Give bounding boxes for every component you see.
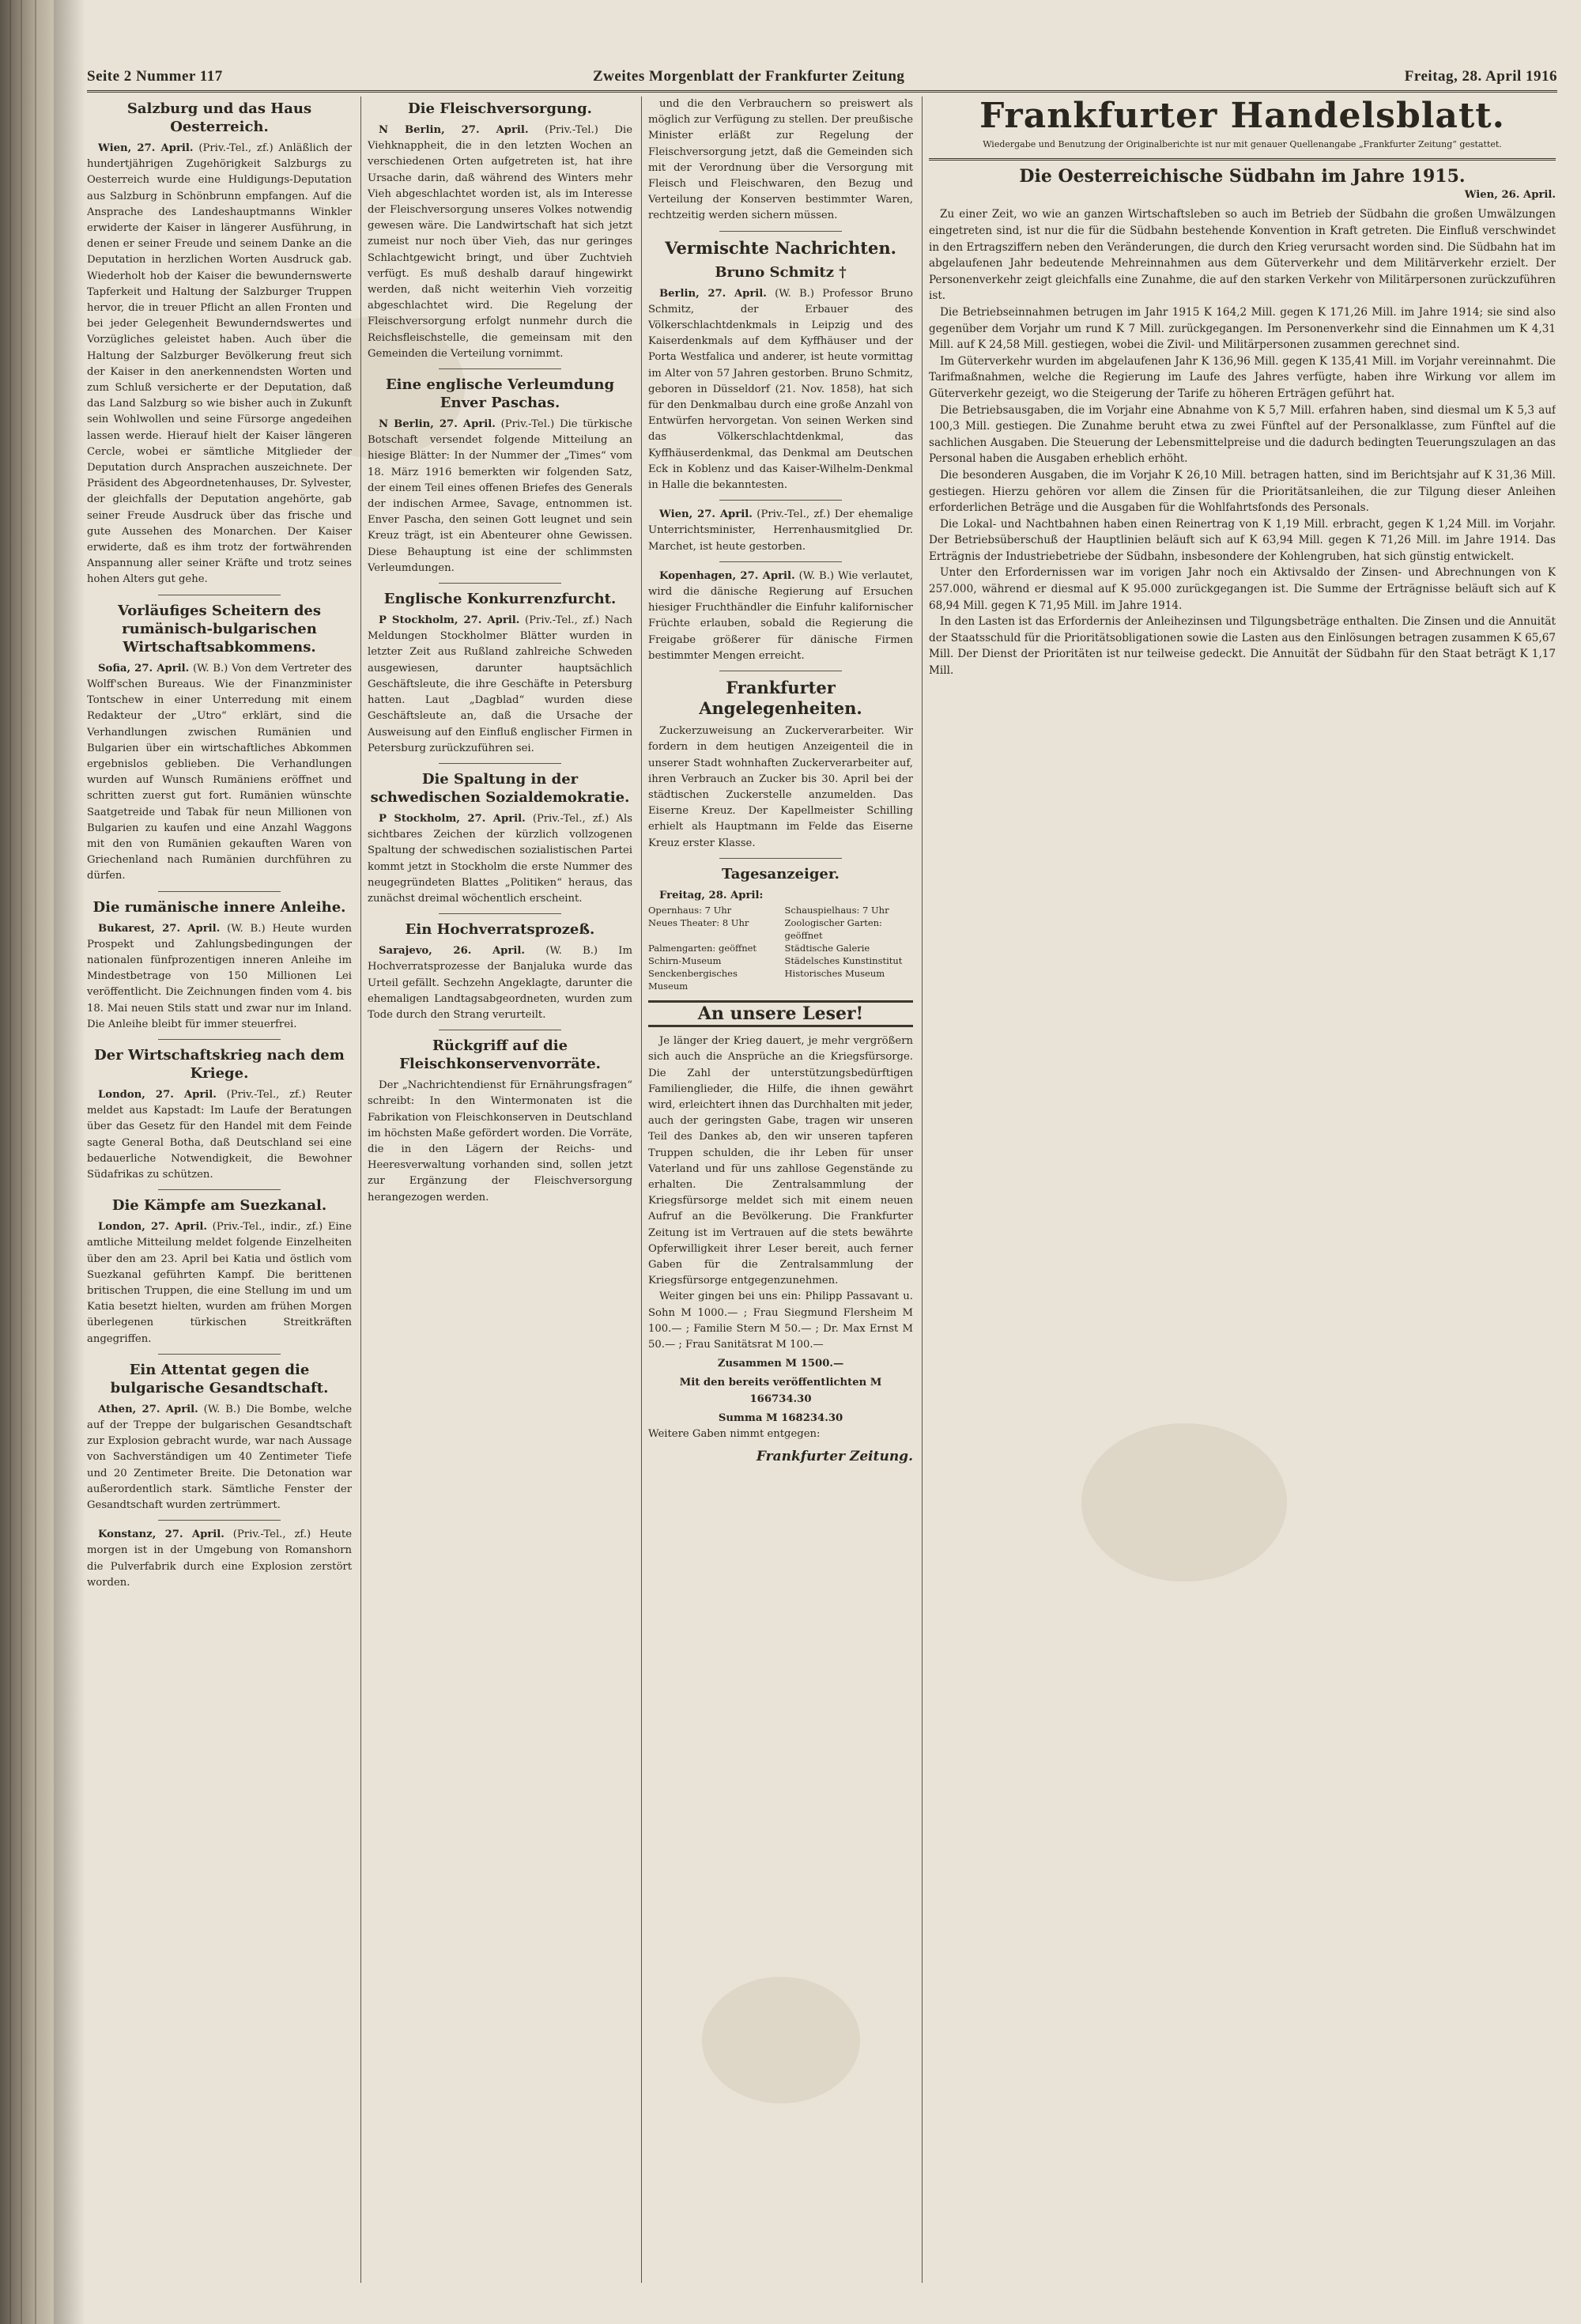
appeal-subtotal [648, 1356, 913, 1372]
lead-article-paragraph: Die Betriebsausgaben, die im Vorjahr eine Abnahme von K 5,7 Mill. erfahren haben, sind diesmal um K 5,3 auf 100,3 Mill. gestiegen. Die Zunahme beruht etwa zu zwei Fünftel auf der Personalklasse, zum Fünftel auf die sachlichen Ausgaben. Die Steuerung der Lebensmittelpreise und die dadurch bedingten Teuerungszulagen an das Personal haben die Ausgaben erheblich erhöht. [929, 403, 1556, 466]
article-title: Englische Konkurrenzfurcht. [383, 591, 617, 608]
article-title: Ein Attentat gegen die bulgarische Gesandtschaft. [110, 1361, 329, 1396]
article [648, 238, 913, 494]
article-body [87, 141, 352, 588]
article-title: Die Spaltung in der schwedischen Sozialdemokratie. [370, 770, 630, 806]
appeal-donors: Weiter gingen bei uns ein: Philipp Passavant u. Sohn M 1000.— ; Frau Siegmund Flersheim M 100.— ; Familie Stern M 50.— ; Dr. Max Ernst M 50.— ; Frau Sanitätsrat M 100.— [648, 1290, 913, 1351]
lead-article-paragraph: Im Güterverkehr wurden im abgelaufenen Jahr K 136,96 Mill. gegen K 135,41 Mill. im Vorjahr vereinnahmt. Die Tarifmaßnahmen, welche die Regierung im Laufe des Jahres verfügte, haben ihre Wirkung vor allem im Güterverkehr gezeigt, wo die Steigerung der Tarife zu höheren Erträgen geführt hat. [929, 354, 1556, 400]
article-body [87, 1087, 352, 1183]
article [368, 590, 632, 757]
article-separator [719, 858, 841, 859]
lead-article-paragraph: In den Lasten ist das Erfordernis der Anleihezinsen und Tilgungsbeträge enthalten. Die Zinsen und die Annuität der Staatsschuld für die Prioritätsobligationen sowie die Lasten aus den Einlösungen betragen zusammen K 65,67 Mill. Der Dienst der Prioritäten ist nur teilweise gedeckt. Die Annuität der Südbahn für den Staat beträgt K 1,17 Mill. [929, 615, 1556, 678]
article [87, 1046, 352, 1183]
article-dateline: Sarajevo, 26. April. [379, 945, 525, 958]
column-3 [648, 96, 913, 2283]
article-source: (Priv.-Tel.) [500, 418, 555, 431]
tagesanzeiger-item: Schirn-Museum [648, 954, 722, 966]
article-text: Anläßlich der hundertjährigen Zugehörigkeit Salzburgs zu Oesterreich wurde eine Huldigungs-Deputation aus Salzburg in Schönbrunn empfangen. Auf die Ansprache des Landeshauptmanns Winkler erwiderte der Kaiser in längerer Ausführung, in denen er seiner Freude und seinem Danke an die Deputation in herzlichen Worten Ausdruck gab. Wiederholt hob der Kaiser die bewundernswerte Tapferkeit und Haltung der Salzburger Truppen hervor, die in treuer Pflicht an allen Fronten und bei jeder Gelegenheit Bewunderndswertes und Vorzügliches geleistet haben. Auch über die Haltung der Salzburger Bevölkerung freut sich der Kaiser in den anerkennendsten Worten und zum Schluß versicherte er der Deputation, daß das Land Salzburg so wie bisher auch in Zukunft sein Wohlwollen und seine Fürsorge angedeihen lassen werde. Hierauf hielt der Kaiser längeren Cercle, wobei er sämtliche Mitglieder der Deputation durch Ansprachen auszeichnete. Der Präsident des Abgeordnetenhauses, Dr. Sylvester, der gleichfalls der Deputation angehörte, gab seiner Freude Ausdruck über das frische und gute Aussehen des Monarchen. Der Kaiser erwiderte, daß es ihm trotz der fortwährenden Anspannung aller seiner Kräfte und trotz seines hohen Alters gut gehe. [87, 142, 352, 586]
lead-article-dateline: Wien, 26. April. [1464, 189, 1556, 202]
article-text: Nach Meldungen Stockholmer Blätter wurden in letzter Zeit aus Rußland zahlreiche Schweden ausgewiesen, darunter hauptsächlich Geschäftsleute, die ihre Geschäfte in Petersburg hatten. Laut „Dagblad“ wurden diese Geschäftsleute an, daß die Ursache der Ausweisung auf den Einfluß englischer Firmen in Petersburg zurückzuführen sei. [368, 614, 632, 754]
column-1 [87, 96, 352, 2283]
article-dateline: Kopenhagen, 27. April. [659, 569, 795, 582]
article-dateline: London, 27. April. [98, 1221, 207, 1234]
article-text: Die türkische Botschaft versendet folgende Mitteilung an hiesige Blätter: In der Nummer der „Times“ vom 18. März 1916 bemerkten wir folgenden Satz, der einem Teil eines offenen Briefes des Generals der indischen Armee, Savage, entnommen ist. Enver Pascha, den seinen Gott leugnet und sein Kreuz trägt, ist ein Abenteurer ohne Gewissen. Diese Behauptung ist eine der schlimmsten Verleumdungen. [368, 418, 632, 574]
article-title: Frankfurter Angelegenheiten. [699, 678, 862, 719]
appeal-signature: Frankfurter Zeitung. [756, 1449, 913, 1465]
article-separator [719, 561, 841, 562]
column-rule [641, 96, 642, 2283]
article [648, 507, 913, 555]
article-separator [158, 1039, 280, 1040]
article [87, 898, 352, 1033]
article-dateline: London, 27. April. [98, 1088, 217, 1101]
article-source: (W. B.) [775, 287, 814, 300]
running-header [87, 63, 1557, 93]
tagesanzeiger-item: Städtische Galerie [784, 942, 870, 954]
article-source: (Priv.-Tel., zf.) [226, 1088, 306, 1101]
article-source: (Priv.-Tel., zf.) [757, 508, 831, 521]
article-text: Im Hochverratsprozesse der Banjaluka wurde das Urteil gefällt. Sechzehn Angeklagte, darunter die ehemaligen Landtagsabgeordneten, wurden zum Tode durch den Strang verurteilt. [368, 945, 632, 1021]
page-number: Seite 2 Nummer 117 [87, 68, 223, 85]
article-text: Heute morgen ist in der Umgebung von Romanshorn die Pulverfabrik durch eine Explosion zerstört worden. [87, 1529, 352, 1589]
article [87, 602, 352, 885]
article-dateline: Wien, 27. April. [659, 508, 753, 521]
lead-article-paragraph: Unter den Erfordernissen war im vorigen Jahr noch ein Aktivsaldo der Zinsen- und Abrechnungen von K 257.000, während er diesmal auf K 95.000 zurückgegangen ist. Die Summe der Erträgnisse beläuft sich auf K 68,94 Mill. gegen K 71,95 Mill. im Jahre 1914. [929, 566, 1556, 612]
article-body [87, 1219, 352, 1347]
article-title: Eine englische Verleumdung Enver Paschas. [385, 376, 615, 412]
article-body [87, 661, 352, 885]
article-body [648, 724, 913, 852]
lead-article-paragraph: Die besonderen Ausgaben, die im Vorjahr K 26,10 Mill. betragen hatten, sind im Berichtsjahr auf K 31,36 Mill. gestiegen. Hierzu gehören vor allem die Zinsen für die Prioritätsanleihen, die zur Tilgung dieser Anleihen erforderlichen Beträge und die Ausgaben für die Wohlfahrtsfonds des Personals. [929, 468, 1556, 515]
article-text: Zuckerzuweisung an Zuckerverarbeiter. Wir fordern in dem heutigen Anzeigenteil die in unserer Stadt wohnhaften Zuckerverarbeiter auf, ihren Verbrauch an Zucker bis 30. April bei der städtischen Zuckerstelle anzumelden. Das Eiserne Kreuz. Der Kapellmeister Schilling erhielt als Hauptmann im Felde das Eiserne Kreuz erster Klasse. [648, 725, 913, 849]
article-text: Als sichtbares Zeichen der kürzlich vollzogenen Spaltung der schwedischen sozialistischen Partei kommt jetzt in Stockholm die erste Nummer des neugegründeten Blattes „Politiken“ heraus, das zunächst dreimal wöchentlich erscheint. [368, 812, 632, 905]
column-2 [368, 96, 632, 2283]
article-dateline: Freitag, 28. April: [659, 889, 764, 901]
article-separator [439, 913, 560, 914]
article-subtitle: Bruno Schmitz † [715, 263, 847, 281]
lead-article-paragraph: Die Betriebseinnahmen betrugen im Jahr 1915 K 164,2 Mill. gegen K 171,26 Mill. im Jahre 1914; sie sind also gegenüber dem Vorjahr um rund K 7 Mill. zurückgegangen. Im Personenverkehr sind die Einnahmen um K 4,31 Mill. auf K 24,58 Mill. gestiegen, wobei die Zivil- und Militärpersonen zusammen gerechnet sind. [929, 305, 1556, 352]
tagesanzeiger-item: Zoologischer Garten: geöffnet [784, 916, 882, 941]
article-body [368, 123, 632, 362]
tagesanzeiger-item: Palmengarten: geöffnet [648, 942, 757, 954]
book-binding [0, 0, 54, 2324]
issue-date: Freitag, 28. April 1916 [1404, 68, 1557, 85]
newspaper-edition-title: Zweites Morgenblatt der Frankfurter Zeitung [593, 68, 905, 85]
article-body [368, 417, 632, 576]
article-source: (Priv.-Tel.) [545, 124, 598, 136]
article-body [648, 286, 913, 494]
article-source: (Priv.-Tel., zf.) [525, 614, 600, 627]
article [87, 1196, 352, 1347]
article [648, 865, 913, 904]
article-source: (W. B.) [227, 922, 266, 935]
article-text: Wie verlautet, wird die dänische Regierung auf Ersuchen hiesiger Fruchthändler die Einfuhr kalifornischer Früchte erlauben, sobald die Regierung die Freigabe größerer für dänische Firmen bestimmter Mengen erreicht. [648, 569, 913, 662]
subtotal-label: Zusammen [717, 1358, 782, 1370]
column-rule [360, 96, 361, 2283]
previous-label: Mit den bereits veröffentlichten [679, 1377, 867, 1389]
article-text: Reuter meldet aus Kapstadt: Im Laufe der Beratungen über das Gesetz für den Handel mit dem Feinde sagte General Botha, daß Deutschland sei eine bedauerliche Notwendigkeit, die Bewohner Südafrikas zu schützen. [87, 1088, 352, 1181]
lead-article-title: Die Oesterreichische Südbahn im Jahre 1915. [1019, 166, 1466, 187]
article-text: Der „Nachrichtendienst für Ernährungsfragen“ schreibt: In den Wintermonaten ist die Fabrikation von Fleischkonserven in Deutschland im höchsten Maße gefördert worden. Die Vorräte, die in den Lägern der Reichs- und Heeresverwaltung vorhanden sind, sollen jetzt zur Ergänzung der Fleischversorgung herangezogen werden. [368, 1079, 632, 1204]
article-text: Von dem Vertreter des Wolff'schen Bureaus. Wie der Finanzminister Tontschew in einer Unterredung mit einem Redakteur der „Utro“ erklärt, sind die Verhandlungen zwischen Rumänien und Bulgarien über ein wirtschaftliches Abkommen ergebnislos geblieben. Die Verhandlungen wurden auf Wunsch Rumäniens eröffnet und schritten zuerst gut fort. Rumänien wünschte Saatgetreide und Tabak für neun Millionen von Bulgarien zu kaufen und eine Anzahl Waggons mit den von Rumänien gekauften Waren von Griechenland nach Rumänien durchführen zu dürfen. [87, 662, 352, 882]
article-source: (W. B.) [203, 1403, 241, 1415]
appeal-text: Je länger der Krieg dauert, je mehr vergrößern sich auch die Ansprüche an die Kriegsfürsorge. Die Zahl der unterstützungsbedürftigen Familienglieder, die Hilfe, die ihnen gewährt wird, erleichtert ihnen das Durchhalten mit jeder, auch der geringsten Gabe, tragen wir unseren Teil des Dankes ab, den wir unseren tapferen Truppen schulden, die ihr Leben für unser Vaterland und für uns zahllose Gegenstände zu erhalten. Die Zentralsammlung der Kriegsfürsorge meldet sich mit einem neuen Aufruf an die Bevölkerung. Die Frankfurter Zeitung ist im Vertrauen auf die stets bewährte Opferwilligkeit ihrer Leser bereit, auch ferner Gaben für die Zentralsammlung der Kriegsfürsorge entgegenzunehmen. [648, 1035, 913, 1287]
article [87, 100, 352, 588]
newspaper-page [54, 0, 1581, 2324]
article-dateline: N Berlin, 27. April. [379, 124, 529, 136]
article-body [368, 613, 632, 757]
article-body [368, 943, 632, 1023]
article-title: Vorläufiges Scheitern des rumänisch-bulgarischen Wirtschaftsabkommens. [117, 602, 322, 656]
tagesanzeiger-item: Senckenbergisches Museum [648, 967, 738, 992]
article-body [648, 569, 913, 664]
article [368, 376, 632, 576]
article-dateline: N Berlin, 27. April. [379, 418, 496, 431]
article-source: (Priv.-Tel., indir., zf.) [212, 1221, 323, 1234]
article-body [648, 96, 913, 225]
handelsblatt-masthead: Frankfurter Handelsblatt. [979, 96, 1505, 136]
article-source: (W. B.) [192, 662, 228, 675]
article [368, 100, 632, 362]
article [368, 770, 632, 907]
subtotal-value: M 1500.— [785, 1358, 844, 1370]
article-separator [439, 583, 560, 584]
article-text: Eine amtliche Mitteilung meldet folgende Einzelheiten über den am 23. April bei Katia und östlich vom Suezkanal geführten Kampf. Die berittenen britischen Truppen, die eine Stellung im und um Katia besetzt hielten, wurden am frühen Morgen überlegenen türkischen Streitkräften angegriffen. [87, 1221, 352, 1345]
article-source: (Priv.-Tel., zf.) [232, 1529, 311, 1541]
article-title: Rückgriff auf die Fleischkonservenvorräte. [399, 1037, 601, 1073]
appeal-previous [648, 1375, 913, 1407]
article-title: Die rumänische innere Anleihe. [92, 898, 346, 916]
gutter-shadow [54, 0, 85, 2324]
article-separator [158, 891, 280, 892]
article-separator [719, 500, 841, 501]
article-separator [439, 368, 560, 369]
total-value: M 168234.30 [765, 1411, 843, 1424]
lead-article-paragraph: Die Lokal- und Nachtbahnen haben einen Reinertrag von K 1,19 Mill. erbracht, gegen K 1,24 Mill. im Vorjahr. Der Betriebsüberschuß der Hauptlinien beläuft sich auf K 63,94 Mill. gegen K 71,26 Mill. im Jahre 1914. Das Erträgnis der Industriebetriebe der Südbahn, insbesondere der Kohlengruben, hat sich günstig entwickelt. [929, 517, 1556, 563]
article [648, 678, 913, 852]
article-body [87, 1527, 352, 1591]
article-source: (Priv.-Tel., zf.) [198, 142, 274, 154]
article [87, 1361, 352, 1513]
article-separator [158, 1520, 280, 1521]
tagesanzeiger-list [648, 904, 913, 992]
article-source: (W. B.) [798, 569, 835, 582]
article-body [368, 811, 632, 907]
article-dateline: P Stockholm, 27. April. [379, 812, 526, 825]
tagesanzeiger-item: Neues Theater: 8 Uhr [648, 916, 749, 928]
article-source: (W. B.) [545, 945, 598, 958]
article-text: Heute wurden Prospekt und Zahlungsbedingungen der nationalen fünfprozentigen inneren Anleihe im Mindestbetrage von 150 Millionen Lei veröffentlicht. Die Zeichnungen finden vom 4. bis 18. Mai neuen Stils statt und zwar nur im Inland. Die Anleihe bleibt für immer steuerfrei. [87, 922, 352, 1030]
article [368, 1037, 632, 1206]
article-separator [158, 1189, 280, 1190]
handelsblatt-subtitle: Wiedergabe und Benutzung der Originalberichte ist nur mit genauer Quellenangabe „Frankfurter Zeitung“ gestattet. [983, 139, 1502, 149]
article-separator [719, 231, 841, 232]
article-dateline: P Stockholm, 27. April. [379, 614, 520, 627]
article-title: Die Fleischversorgung. [408, 100, 592, 117]
article-text: und die den Verbrauchern so preiswert als möglich zur Verfügung zu stellen. Der preußische Minister erläßt zur Regelung der Fleischversorgung jetzt, daß die Gemeinden sich mit der Verordnung über die Versorgung mit Fleisch und Fleischwaren, den Bezug und Verteilung der Konserven bestimmter Waren, rechtzeitig werden sichern müssen. [648, 98, 913, 222]
lead-article-paragraph: Zu einer Zeit, wo wie an ganzen Wirtschaftsleben so auch im Betrieb der Südbahn die großen Umwälzungen eingetreten sind, ist nur die für die Südbahn bestehende Konvention in Kraft getreten. Die Einfluß verschwindet in den Ertragsziffern neben den Veränderungen, die durch den Krieg verursacht worden sind. Die Südbahn hat im abgelaufenen Jahr bedeutende Mehreinnahmen aus dem Güterverkehr und dem Militärverkehr erzielt. Der Personenverkehr zeigt gleichfalls eine Zunahme, die auf den starken Verkehr von Militärpersonen zurückzuführen ist. [929, 208, 1556, 303]
article-title: Ein Hochverratsprozeß. [405, 921, 595, 939]
article-source: (Priv.-Tel., zf.) [532, 812, 609, 825]
article-text: Der ehemalige Unterrichtsminister, Herrenhausmitglied Dr. Marchet, ist heute gestorben. [648, 508, 913, 553]
article [87, 1527, 352, 1591]
article-text: Professor Bruno Schmitz, der Erbauer des Völkerschlachtdenkmals in Leipzig und des Kaiserdenkmals auf dem Kyffhäuser und der Porta Westfalica und anderer, ist heute vormittag im Alter von 57 Jahren gestorben. Bruno Schmitz, geboren in Düsseldorf (21. Nov. 1858), hat sich für den Denkmalbau durch eine große Anzahl von Entwürfen hervorgetan. Von seinen Werken sind das Völkerschlachtdenkmal, das Kyffhäuserdenkmal, das Denkmal am Deutschen Eck in Koblenz und das Kaiser-Wilhelm-Denkmal in Halle die bekanntesten. [648, 287, 913, 492]
previous-value: M 166734.30 [749, 1377, 882, 1405]
appeal-title: An unsere Leser! [648, 1000, 913, 1027]
appeal-total [648, 1411, 913, 1427]
tagesanzeiger-item: Opernhaus: 7 Uhr [648, 904, 732, 916]
article-text: Die Viehknappheit, die in den letzten Wochen an verschiedenen Orten aufgetreten ist, hat ihre Ursache darin, daß während des Winters mehr Vieh abgeschlachtet worden ist, als im Interesse der Fleischversorgung unseres Volkes notwendig gewesen wäre. Die Landwirtschaft hat sich jetzt zumeist nur noch über Vieh, das nur geringes Schlachtgewicht bringt, und über Zuchtvieh verfügt. Es muß deshalb darauf hingewirkt werden, daß nicht weiterhin Vieh vorzeitig abgeschlachtet wird. Die Regelung der Fleischversorgung erfolgt nunmehr durch die Reichsfleischstelle, die gemeinsam mit den Gemeinden die Verteilung vornimmt. [368, 124, 632, 360]
article-title: Vermischte Nachrichten. [665, 237, 896, 258]
article-dateline: Konstanz, 27. April. [98, 1529, 225, 1541]
article-dateline: Sofia, 27. April. [98, 662, 190, 675]
article-separator [439, 763, 560, 764]
article-dateline: Athen, 27. April. [98, 1403, 198, 1415]
article-title: Salzburg und das Haus Oesterreich. [126, 100, 312, 135]
lead-article-body [929, 206, 1556, 678]
article-body [368, 1078, 632, 1206]
article-dateline: Berlin, 27. April. [659, 287, 767, 300]
article-body [87, 921, 352, 1033]
article-body [87, 1402, 352, 1513]
appeal-body [648, 1034, 913, 1353]
column-rule [922, 96, 923, 2283]
tagesanzeiger-item: Historisches Museum [784, 967, 885, 979]
article [648, 569, 913, 664]
article-title: Die Kämpfe am Suezkanal. [111, 1197, 327, 1215]
divider [929, 158, 1556, 161]
column-handelsblatt [929, 96, 1556, 2283]
total-label: Summa [718, 1411, 763, 1424]
article-body [648, 507, 913, 555]
tagesanzeiger-item: Schauspielhaus: 7 Uhr [784, 904, 889, 916]
article [368, 920, 632, 1023]
article-title: Tagesanzeiger. [722, 865, 840, 882]
article-separator [158, 1354, 280, 1355]
article-body [648, 888, 913, 904]
article-title: Der Wirtschaftskrieg nach dem Kriege. [94, 1046, 345, 1082]
article-text: Die Bombe, welche auf der Treppe der bulgarischen Gesandtschaft zur Explosion gebracht wurde, war nach Aussage von Sachverständigen um 40 Zentimeter Tiefe und 20 Zentimeter Breite. Die Detonation war außerordentlich stark. Sämtliche Fenster der Gesandtschaft wurden zertrümmert. [87, 1403, 352, 1512]
article-dateline: Bukarest, 27. April. [98, 922, 221, 935]
appeal-footer: Weitere Gaben nimmt entgegen: [648, 1428, 821, 1440]
tagesanzeiger-item: Städelsches Kunstinstitut [784, 954, 903, 966]
article-dateline: Wien, 27. April. [98, 142, 194, 154]
article [648, 96, 913, 225]
